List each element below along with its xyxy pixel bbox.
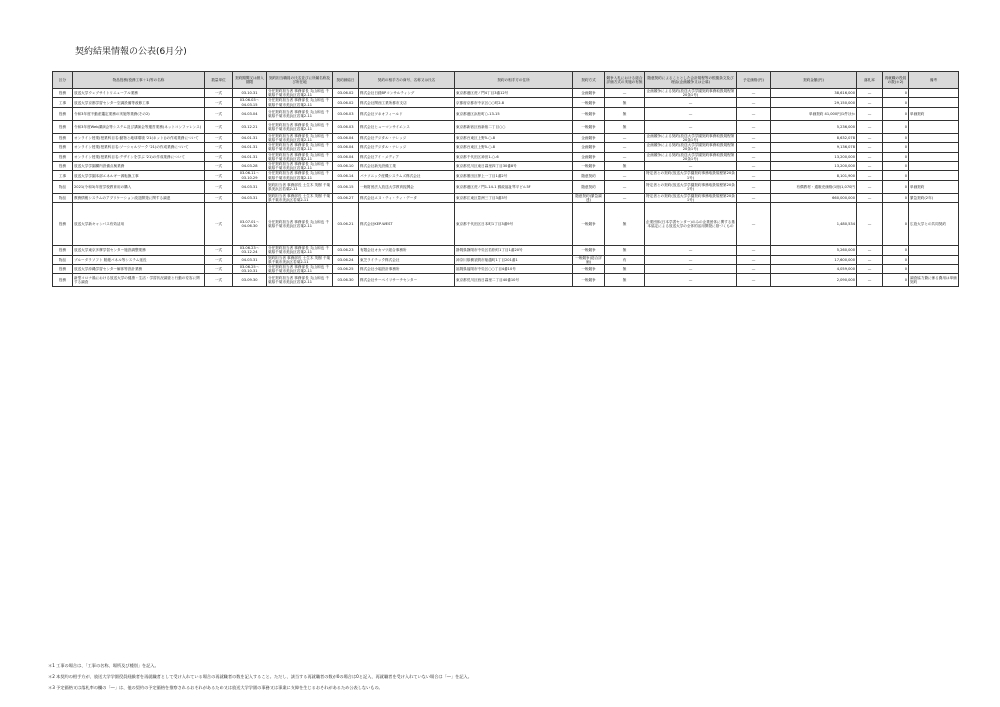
table-cell: 04.03.31: [233, 180, 267, 193]
table-cell: —: [737, 107, 771, 120]
table-cell: [909, 162, 959, 171]
table-cell: —: [605, 133, 645, 142]
table-row: [53, 98, 959, 107]
table-cell: 660,000,000: [771, 193, 857, 202]
table-cell: 03.06.04: [333, 133, 359, 142]
table-cell: 単価契約: [909, 180, 959, 193]
table-cell: 有: [605, 255, 645, 264]
table-cell: 有償教材・通販売価格(1冊)1,070円: [771, 180, 857, 193]
table-row: [53, 203, 959, 246]
table-cell: 04.03.31: [233, 255, 267, 264]
table-cell: —: [605, 171, 645, 180]
table-row: [53, 180, 959, 193]
table-cell: —: [857, 203, 883, 246]
table-cell: 一式: [205, 180, 233, 193]
table-cell: 株式会社エヌ・ティ・ティ・データ: [359, 193, 455, 202]
table-cell: 03.06.15: [333, 180, 359, 193]
table-row: [53, 133, 959, 142]
table-row: [53, 162, 959, 171]
table-cell: 緊急契約(2年): [909, 193, 959, 202]
table-cell: —: [645, 274, 737, 287]
table-row: [53, 274, 959, 287]
table-cell: 一般競争(総合評価): [573, 255, 605, 264]
table-cell: 03.06.21: [333, 203, 359, 246]
table-cell: 03.06.02: [333, 98, 359, 107]
table-row: [53, 89, 959, 98]
table-cell: —: [737, 162, 771, 171]
table-cell: 教務情報システムのアプリケーション改造開発に関する調達: [73, 193, 205, 202]
table-cell: 03.09.30: [233, 274, 267, 287]
table-cell: 東京都港区虎ノ門4丁目3番12号: [455, 89, 573, 98]
table-cell: 東京都台東区上野5-○-8: [455, 143, 573, 152]
page-title: 契約結果情報の公表(6月分): [75, 47, 187, 57]
table-cell: —: [737, 171, 771, 180]
table-cell: 無: [605, 120, 645, 133]
table-cell: —: [737, 203, 771, 246]
table-cell: 無: [605, 246, 645, 255]
table-cell: 有限会社オカマツ総合事務所: [359, 246, 455, 255]
table-cell: —: [737, 152, 771, 161]
table-cell: 放送大学学園構内設備点検業務: [73, 162, 205, 171]
table-cell: 株式会社関西工業所都市支店: [359, 98, 455, 107]
table-cell: 東京都港区虎ノ門1-14-1 郵政福祉琴平ビル3F: [455, 180, 573, 193]
table-cell: 分任契約担当者 事務部長 丸山和也 千葉県千葉市美浜区若葉2-11: [267, 152, 333, 161]
table-cell: —: [737, 180, 771, 193]
table-cell: 無: [605, 98, 645, 107]
table-cell: 役務: [53, 265, 73, 274]
table-cell: 0: [883, 107, 909, 120]
table-cell: 東京都江東区豊洲三丁目3番3号: [455, 193, 573, 202]
table-cell: 分任契約担当者 事務部長 丸山和也 千葉県千葉市美浜区若葉2-11: [267, 162, 333, 171]
footnote: ＊2 本契約の相手方が、放送大学学園役員経験者を再就職者として受け入れている場合の再就職者の数を記入すること。ただし、該当する再就職者の数が0の場合は0と記入、再就職者を受け入れていない場合は「―」を記入。: [48, 674, 472, 679]
table-cell: 株式会社アイ・メディア: [359, 152, 455, 161]
table-cell: 工事: [53, 98, 73, 107]
table-cell: 一般競争: [573, 274, 605, 287]
table-cell: 株式会社日経BPコンサルティング: [359, 89, 455, 98]
column-header: 契約担当職員の氏名並びに所属名称及び所在地: [267, 72, 333, 89]
table-cell: 株式会社ツネオフィールド: [359, 107, 455, 120]
table-cell: 一式: [205, 133, 233, 142]
table-cell: 分任契約担当者 事務部長 丸山和也 千葉県千葉市美浜区若葉2-11: [267, 143, 333, 152]
table-cell: 9,136,078: [771, 143, 857, 152]
table-cell: 一式: [205, 98, 233, 107]
table-cell: 13,200,000: [771, 162, 857, 171]
table-cell: 工事: [53, 171, 73, 180]
table-cell: 東京都荒川区東日暮里四丁目30番8号: [455, 162, 573, 171]
table-cell: 無: [605, 274, 645, 287]
table-cell: 役務: [53, 152, 73, 161]
table-cell: 東京都墨田区押上一丁目1番2号: [455, 171, 573, 180]
table-cell: [909, 98, 959, 107]
table-cell: 一式: [205, 171, 233, 180]
table-cell: 無: [605, 162, 645, 171]
table-cell: 分任契約担当者 事務部長 丸山和也 千葉県千葉市美浜区若葉2-11: [267, 274, 333, 287]
table-cell: 放送大学京都学習センター空調設備等改修工事: [73, 98, 205, 107]
table-cell: —: [737, 255, 771, 264]
table-cell: [909, 143, 959, 152]
column-header: 契約の相手方の住所: [455, 72, 573, 89]
table-cell: 株式会社KEP-WEST: [359, 203, 455, 246]
table-cell: 分任契約担当者 事務部長 丸山和也 千葉県千葉市美浜区若葉2-11: [267, 98, 333, 107]
table-cell: 分任契約担当者 事務部長 丸山和也 千葉県千葉市美浜区若葉2-11: [267, 265, 333, 274]
table-cell: 一式: [205, 246, 233, 255]
table-cell: 一般競争: [573, 162, 605, 171]
table-cell: 03.06.04: [333, 143, 359, 152]
table-cell: 一般競争: [573, 120, 605, 133]
table-cell: 2021(令和3)年度学校教育用の購入: [73, 180, 205, 193]
table-cell: 0: [883, 274, 909, 287]
column-header: 随意契約によることとした会計規程等の根拠条文及び理由(企画競争又は公募): [645, 72, 737, 89]
table-cell: 0: [883, 143, 909, 152]
table-cell: 04.01.31: [233, 152, 267, 161]
table-cell: 5,260,000: [771, 246, 857, 255]
footnotes: [48, 660, 472, 693]
table-row: [53, 265, 959, 274]
table-cell: 0: [883, 89, 909, 98]
column-header: 契約金額(円): [771, 72, 857, 89]
table-body: [53, 89, 959, 287]
table-cell: [909, 255, 959, 264]
column-header: 契約方式: [573, 72, 605, 89]
column-header: 契約期間又は納入期限: [233, 72, 267, 89]
table-cell: 04.01.31: [233, 133, 267, 142]
table-cell: 03.06.11～03.10.29: [233, 171, 267, 180]
table-cell: 29,150,000: [771, 98, 857, 107]
table-cell: 神奈川県横須賀市船越町1丁目201番1: [455, 255, 573, 264]
table-cell: 03.06.25: [333, 265, 359, 274]
table-cell: 放送大学東京多摩学習センター施設調整業務: [73, 246, 205, 255]
table-cell: 分任契約担当者 事務部長 丸山和也 千葉県千葉市美浜区若葉2-11: [267, 120, 333, 133]
table-cell: —: [737, 120, 771, 133]
table-row: [53, 120, 959, 133]
column-header: 物品役務(役務工事＋1)等の名称: [73, 72, 205, 89]
table-cell: 04.03.31: [233, 193, 267, 202]
table-cell: —: [857, 107, 883, 120]
table-cell: —: [857, 255, 883, 264]
table-cell: —: [737, 193, 771, 202]
table-cell: 17,600,000: [771, 255, 857, 264]
table-cell: ブルーダラソフト 脱帳パネル等システム延長: [73, 255, 205, 264]
table-cell: 03.07.01～04.06.30: [233, 203, 267, 246]
table-cell: [909, 120, 959, 133]
table-cell: オンライン授業(授業科目名:デザインを学ぶ '21)の作成業務について: [73, 152, 205, 161]
table-header-row: [53, 72, 959, 89]
table-cell: 東京都台東区上野5-○-8: [455, 133, 573, 142]
table-cell: —: [737, 143, 771, 152]
table-cell: 企画競争: [573, 89, 605, 98]
table-cell: 03.06.24: [333, 255, 359, 264]
table-cell: [909, 246, 959, 255]
table-cell: 福岡県福岡市中央区○○丁目4番10号: [455, 265, 573, 274]
table-cell: 8,101,900: [771, 171, 857, 180]
table-cell: 新型コロナ禍における放送大学の健康・生活・学習状況調査と行動の変容に関する調査: [73, 274, 205, 287]
table-cell: 一式: [205, 162, 233, 171]
table-cell: 一般財団法人放送大学教育振興会: [359, 180, 455, 193]
table-cell: 分任契約担当者 事務部長 丸山和也 千葉県千葉市美浜区若葉2-11: [267, 89, 333, 98]
footnote: ＊3 予定価格又は落札率の欄の「―」は、他の契約の予定価格を推察されるおそれがあるため又は放送大学学園の事務又は事業に支障を生じるおそれがあるため公表しないもの。: [48, 685, 383, 690]
table-cell: 東京都千代田区日本町1丁目3番9号: [455, 203, 573, 246]
table-cell: 8,632,078: [771, 133, 857, 142]
table-cell: 株式会社サーベイリサーチセンター: [359, 274, 455, 287]
table-cell: 企画競争: [573, 152, 605, 161]
table-cell: —: [737, 246, 771, 255]
table-cell: —: [645, 265, 737, 274]
table-cell: 調査協力費に係る費用は単価契約: [909, 274, 959, 287]
table-cell: 随意契約(緊急調達): [573, 193, 605, 202]
table-cell: 0: [883, 193, 909, 202]
contract-results-table: [52, 71, 959, 287]
table-cell: 東京都港区浜松町○-13-15: [455, 107, 573, 120]
table-cell: —: [857, 89, 883, 98]
table-cell: —: [605, 152, 645, 161]
column-header: 競争入札における総合評価方式の実施の有無: [605, 72, 645, 89]
table-cell: パナソニック産機システムズ株式会社: [359, 171, 455, 180]
table-cell: 分任契約担当者 事務部長 丸山和也 千葉県千葉市美浜区若葉2-11: [267, 203, 333, 246]
table-cell: —: [645, 162, 737, 171]
table-row: [53, 255, 959, 264]
table-cell: 一般競争: [573, 265, 605, 274]
table-cell: —: [857, 152, 883, 161]
table-cell: 放送大学新キャンパス有効活用: [73, 203, 205, 246]
footnote: ＊1 工事の場合は、「工事の名称、場所及び種別」を記入。: [48, 663, 159, 668]
table-cell: 0: [883, 120, 909, 133]
table-cell: 03.06.04: [333, 152, 359, 161]
table-cell: —: [605, 143, 645, 152]
table-cell: 一般競争: [573, 98, 605, 107]
table-cell: —: [857, 265, 883, 274]
table-cell: 一般競争: [573, 246, 605, 255]
table-cell: 03.06.27: [333, 193, 359, 202]
table-cell: 03.06.10: [333, 162, 359, 171]
table-cell: 企画競争による契約(放送大学学園契約事務取扱規程第20条1号): [645, 143, 737, 152]
table-cell: 契約担当者 事務部長 土生木 茂樹 千葉県千葉市美浜区若葉2-11: [267, 193, 333, 202]
column-header: 区分: [53, 72, 73, 89]
table-cell: 0: [883, 203, 909, 246]
table-cell: 無: [605, 265, 645, 274]
table-cell: —: [857, 274, 883, 287]
table-cell: 03.06.03～04.03.15: [233, 98, 267, 107]
table-row: [53, 246, 959, 255]
table-cell: 一式: [205, 143, 233, 152]
column-header: 再就職の役員の数(＊2): [883, 72, 909, 89]
table-cell: 分任契約担当者 事務部長 丸山和也 千葉県千葉市美浜区若葉2-11: [267, 246, 333, 255]
table-cell: 単価契約: [909, 107, 959, 120]
table-cell: 無: [605, 107, 645, 120]
table-cell: 分任契約担当者 事務部長 丸山和也 千葉県千葉市美浜区若葉2-11: [267, 133, 333, 142]
table-cell: 38,616,000: [771, 89, 857, 98]
table-cell: —: [737, 89, 771, 98]
table-cell: 一式: [205, 152, 233, 161]
table-cell: —: [645, 120, 737, 133]
table-cell: —: [857, 162, 883, 171]
table-row: [53, 143, 959, 152]
table-cell: —: [737, 133, 771, 142]
table-cell: —: [857, 98, 883, 107]
table-cell: 1,480,534: [771, 203, 857, 246]
table-cell: 04.03.04: [233, 107, 267, 120]
table-cell: 2,090,000: [771, 274, 857, 287]
table-cell: 企画競争による契約(放送大学学園契約事務取扱規程第20条1号): [645, 133, 737, 142]
table-cell: —: [645, 107, 737, 120]
table-cell: —: [737, 98, 771, 107]
table-cell: 企画競争による契約(放送大学学園契約事務取扱規程第20条1号): [645, 89, 737, 98]
table-cell: 一般競争: [573, 203, 605, 246]
table-cell: 役務: [53, 162, 73, 171]
column-header: 備考: [909, 72, 959, 89]
table-cell: —: [857, 133, 883, 142]
column-header: 予定価格(円): [737, 72, 771, 89]
table-cell: 03.06.23: [333, 246, 359, 255]
table-cell: 0: [883, 180, 909, 193]
table-cell: —: [857, 193, 883, 202]
table-cell: オンライン授業(授業科目名:動物と地球環境 '21(ネット))の作成業務について: [73, 133, 205, 142]
table-cell: 特定者との契約(放送大学学園契約事務取扱規程第20条1号): [646, 171, 735, 180]
table-cell: —: [605, 193, 645, 202]
table-cell: 03.06.30: [333, 274, 359, 287]
table-cell: 広島大学との共同契約: [909, 203, 959, 246]
table-cell: 分任契約担当者 事務部長 丸山和也 千葉県千葉市美浜区若葉2-11: [267, 107, 333, 120]
column-header: 契約締結日: [333, 72, 359, 89]
table-cell: 03.06.14: [333, 171, 359, 180]
table-cell: 03.12.21: [233, 120, 267, 133]
table-cell: 京都府京都市中京区○○町2-8: [455, 98, 573, 107]
table-cell: 株式会社ヒューマンサイエンス: [359, 120, 455, 133]
table-cell: 分任契約担当者 事務部長 丸山和也 千葉県千葉市美浜区若葉2-11: [267, 171, 333, 180]
table-cell: —: [737, 274, 771, 287]
table-cell: —: [645, 246, 737, 255]
table-cell: 一式: [205, 265, 233, 274]
table-cell: 一式: [205, 120, 233, 133]
table-cell: 5,236,000: [771, 120, 857, 133]
table-cell: 企画競争: [573, 133, 605, 142]
table-cell: 役務: [53, 246, 73, 255]
table-cell: 放送大学沖縄学習センター解体等設計業務: [73, 265, 205, 274]
table-cell: 東京都荒川区西日暮里二丁目40番10号: [455, 274, 573, 287]
table-row: [53, 171, 959, 180]
table-cell: 放送大学学園本部エネルギー源転換工事: [73, 171, 205, 180]
table-cell: 令和3年度不動産鑑定業務の実施等業務(その2): [73, 107, 205, 120]
table-cell: —: [857, 120, 883, 133]
table-cell: 0: [883, 255, 909, 264]
table-cell: 0: [883, 162, 909, 171]
table-row: [53, 193, 959, 202]
table-cell: 一般競争: [573, 107, 605, 120]
table-cell: 随意契約: [573, 171, 605, 180]
table-cell: 役務: [53, 133, 73, 142]
table-cell: 放送大学ウェブサイトリニューアル業務: [73, 89, 205, 98]
table-cell: 03.10.31: [233, 89, 267, 98]
table-cell: 静岡県静岡市中央区若松町1丁目1番20号: [455, 246, 573, 255]
table-cell: 役務: [53, 120, 73, 133]
table-cell: 03.06.03: [333, 120, 359, 133]
table-cell: 契約担当者 事務部長 土生木 茂樹 千葉県千葉市美浜区若葉2-11: [267, 255, 333, 264]
table-cell: 0: [883, 152, 909, 161]
table-cell: 03.06.03: [333, 107, 359, 120]
table-cell: 単価契約 41,000円/1件ほか: [771, 107, 857, 120]
table-cell: [909, 152, 959, 161]
table-cell: 一式: [205, 193, 233, 202]
table-cell: [909, 265, 959, 274]
table-cell: 一式: [205, 255, 233, 264]
table-cell: 無: [605, 203, 645, 246]
table-cell: 東芝ライテック株式会社: [359, 255, 455, 264]
column-header: 契約の相手方の商号、名称又は氏名: [359, 72, 455, 89]
table-cell: [909, 133, 959, 142]
table-cell: [909, 171, 959, 180]
table-cell: 0: [883, 246, 909, 255]
table-cell: 役務: [53, 274, 73, 287]
column-header: 数量単位: [205, 72, 233, 89]
table-cell: —: [737, 265, 771, 274]
table-cell: 13,200,000: [771, 152, 857, 161]
table-cell: [909, 89, 959, 98]
table-cell: 株式会社デジタル・ナレッジ: [359, 143, 455, 152]
table-cell: 東京都千代田区神田1-○-6: [455, 152, 573, 161]
table-cell: 03.06.25～03.10.31: [233, 265, 267, 274]
table-cell: 04.01.31: [233, 143, 267, 152]
table-row: [53, 152, 959, 161]
table-cell: 株式会社小堀設計事務所: [359, 265, 455, 274]
table-cell: —: [857, 180, 883, 193]
table-cell: 0: [883, 133, 909, 142]
table-cell: 株式会社デジタル・ナレッジ: [359, 133, 455, 142]
table-cell: 役務: [53, 143, 73, 152]
table-cell: 特定者との契約(放送大学学園契約事務取扱規程第20条1号): [646, 193, 735, 203]
table-cell: 0: [883, 171, 909, 180]
table-cell: 一式: [205, 89, 233, 98]
table-cell: —: [645, 98, 737, 107]
table-cell: —: [605, 180, 645, 193]
table-cell: —: [645, 255, 737, 264]
table-cell: 契約担当者 事務部長 土生木 茂樹 千葉県美浜区若葉2-11: [267, 180, 333, 193]
table-cell: —: [605, 89, 645, 98]
table-cell: 企画競争: [573, 143, 605, 152]
table-cell: —: [857, 246, 883, 255]
table-cell: 役務: [53, 107, 73, 120]
table-cell: 4,059,000: [771, 265, 857, 274]
table-cell: 03.06.23～03.12.24: [233, 246, 267, 255]
table-cell: 物品: [53, 193, 73, 202]
table-cell: 物品: [53, 180, 73, 193]
table-cell: 0: [883, 265, 909, 274]
table-cell: —: [857, 171, 883, 180]
table-cell: オンライン授業(授業科目名:ソーシャルワーク '21)の作成業務について: [73, 143, 205, 152]
table-cell: 株式会社新光設備工業: [359, 162, 455, 171]
table-row: [53, 107, 959, 120]
table-cell: 物品: [53, 255, 73, 264]
table-cell: 04.03.28: [233, 162, 267, 171]
table-cell: 企画競争による契約(放送大学学園契約事務取扱規程第20条1号): [645, 152, 737, 161]
table-cell: 特定者との契約(放送大学学園契約事務取扱規程第20条1号): [645, 180, 737, 193]
column-header: 落札率: [857, 72, 883, 89]
table-cell: 役務: [53, 89, 73, 98]
table-cell: 一式: [205, 107, 233, 120]
table-cell: 0: [883, 98, 909, 107]
table-cell: —: [857, 143, 883, 152]
table-cell: 令和3年度Web講演会等システム及び講演会等運営業務(ネットコンファレンス): [73, 120, 205, 133]
table-cell: 企業団体(日本学習センター)のみの企業団体に関する基本協定による放送大学の全体的活用開発に基づくもの: [645, 203, 737, 246]
table-cell: 役務: [53, 203, 73, 246]
table-cell: 03.06.02: [333, 89, 359, 98]
table-cell: 東京都新宿区西新宿二丁目○○: [455, 120, 573, 133]
table-cell: 一式: [205, 203, 233, 246]
table-cell: 一式: [205, 274, 233, 287]
table-cell: 随意契約: [573, 180, 605, 193]
